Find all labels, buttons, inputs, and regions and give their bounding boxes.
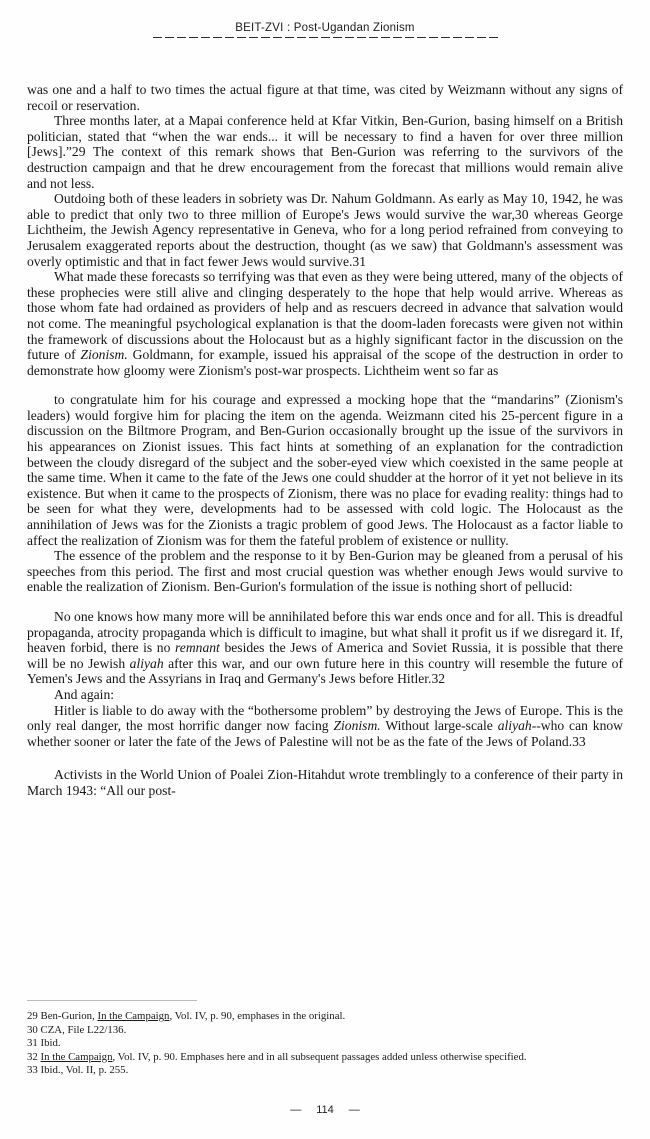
text-run: besides the Jews of America and Soviet Russia, it is possible that there will be no Jewish [27,640,623,671]
paragraph [27,392,623,548]
text-run: 33 Ibid., Vol. II, p. 255. [27,1064,129,1077]
text-run: No one knows how many more will be annihilated before this war ends once and for all. This is dreadful propaganda, atrocity propaganda which is difficult to imagine, but what shall it profit us if we disregard it. If, heaven forbid, there is no [27,609,623,656]
text-run: Outdoing both of these leaders in sobriety was Dr. Nahum Goldmann. As early as May 10, 1942, he was able to predict that only two to three million of Europe's Jews would survive the war,30 whereas George Lichtheim, the Jewish Agency representative in Geneva, who for a long period refrained from conveying to Jerusalem exaggerated reports about the destruction, thought (as we saw) that Goldmann's assessment was overly optimistic and that in fact fewer Jews would survive.31 [27,191,623,269]
footnote [27,1064,623,1078]
page-number [0,1104,650,1116]
running-header-title: BEIT-ZVI : Post-Ugandan Zionism [235,22,415,34]
text-run: Activists in the World Union of Poalei Zion-Hitahdut wrote tremblingly to a conference of their party in March 1943: “All our post- [27,767,623,798]
page-number-dash-right: — [348,1104,360,1116]
paragraph [27,767,623,798]
text-run: Hitler is liable to do away with the “bothersome problem” by destroying the Jews of Europe. This is the only real danger, the most horrific danger now facing [27,702,623,734]
text-run: What made these forecasts so terrifying was that even as they were being uttered, many of the objects of these prophecies were still alive and clinging desperately to the hope that help would arrive. Whereas as those whom fate had ordained as providers of help and as rescuers decreed in advance that salvation would not come. The meaningful psychological explanation is that the doom-laden forecasts were given not within the framework of discussions about the Holocaust but as a highly significant factor in the discussion on the future of [27,269,623,363]
paragraph [27,703,623,750]
text-run: after this war, and our own future here in this country will resemble the future of Yemen's Jews and the Assyrians in Iraq and Germany's Jews before Hitler.32 [27,655,623,687]
paragraph [27,687,623,703]
footnote [27,1024,623,1038]
text-run: 30 CZA, File L22/136. [27,1023,127,1036]
text-run: 32 [27,1050,41,1063]
footnote [27,1051,623,1065]
text-run: , Vol. IV, p. 90. Emphases here and in all subsequent passages added unless otherwise specified. [112,1050,527,1063]
paragraph [27,548,623,595]
text-run-italic: aliyah [129,655,164,671]
paragraph [27,82,623,113]
text-run: was one and a half to two times the actual figure at that time, was cited by Weizmann without any signs of recoil or reservation. [27,82,623,113]
footnote [27,1010,623,1024]
page-header [0,0,650,38]
page-number-value: 114 [316,1104,334,1116]
paragraph [27,191,623,269]
footnote-divider [27,1000,197,1001]
text-run: 31 Ibid. [27,1037,61,1050]
text-run-italic: Zionism. [80,347,128,363]
text-run: 29 Ben-Gurion, [27,1010,98,1022]
text-run-underline: In the Campaign [40,1050,113,1063]
text-run: And again: [54,686,115,702]
page-number-dash-left: — [290,1104,302,1116]
footnote-section [27,1000,623,1078]
text-run-italic: Zionism. [333,718,381,734]
text-run-underline: In the Campaign [97,1010,170,1022]
text-run: Three months later, at a Mapai conference held at Kfar Vitkin, Ben-Gurion, basing himself on a British politician, stated that “when the war ends... it will be necessary to find a haven for over three million [Jews].”29 The context of this remark shows that Ben-Gurion was referring to the survivors of the destruction campaign and that he drew encouragement from the forecast that millions would remain alive and not less. [27,113,623,191]
text-run-italic: remnant [175,640,220,656]
header-rule [153,37,498,38]
footnote [27,1037,623,1051]
text-run: , Vol. IV, p. 90, emphases in the original. [169,1010,346,1022]
text-run: to congratulate him for his courage and expressed a mocking hope that the “mandarins” (Zionism's leaders) would forgive him for placing the item on the agenda. Weizmann cited his 25-percent figure in a discussion on the Biltmore Program, and Ben-Gurion occasionally brought up the issue of the survivors in his appearances on Zionist issues. This fact hints at something of an explanation for the contradiction between the cloudy disregard of the subject and the sober-eyed view which coexisted in the same people at the same time. When it came to the fate of the Jews one could shudder at the horror of it yet not believe in its existence. But when it came to the prospects of Zionism, there was no place for evading reality: things had to be seen for what they were, developments had to be assessed with cold logic. The Holocaust as the annihilation of Jews was for the Zionists a tragic problem of good Jews. The Holocaust as a factor liable to affect the realization of Zionism was for them the fateful problem of existence or nullity. [27,392,623,548]
paragraph [27,269,623,378]
text-run: --who can know whether sooner or later the fate of the Jews of Palestine will not be as the fate of the Jews of Poland.33 [27,718,623,749]
page-body [27,82,623,799]
text-run: The essence of the problem and the response to it by Ben-Gurion may be gleaned from a perusal of his speeches from this period. The first and most crucial question was whether enough Jews would survive to enable the realization of Zionism. Ben-Gurion's formulation of the issue is nothing short of pellucid: [27,548,623,595]
paragraph [27,113,623,191]
text-run-italic: aliyah [497,718,532,734]
paragraph [27,609,623,687]
text-run: Goldmann, for example, issued his appraisal of the scope of the destruction in order to demonstrate how gloomy were Zionism's post-war prospects. Lichtheim went so far as [27,347,623,378]
text-run: Without large-scale [380,718,498,734]
